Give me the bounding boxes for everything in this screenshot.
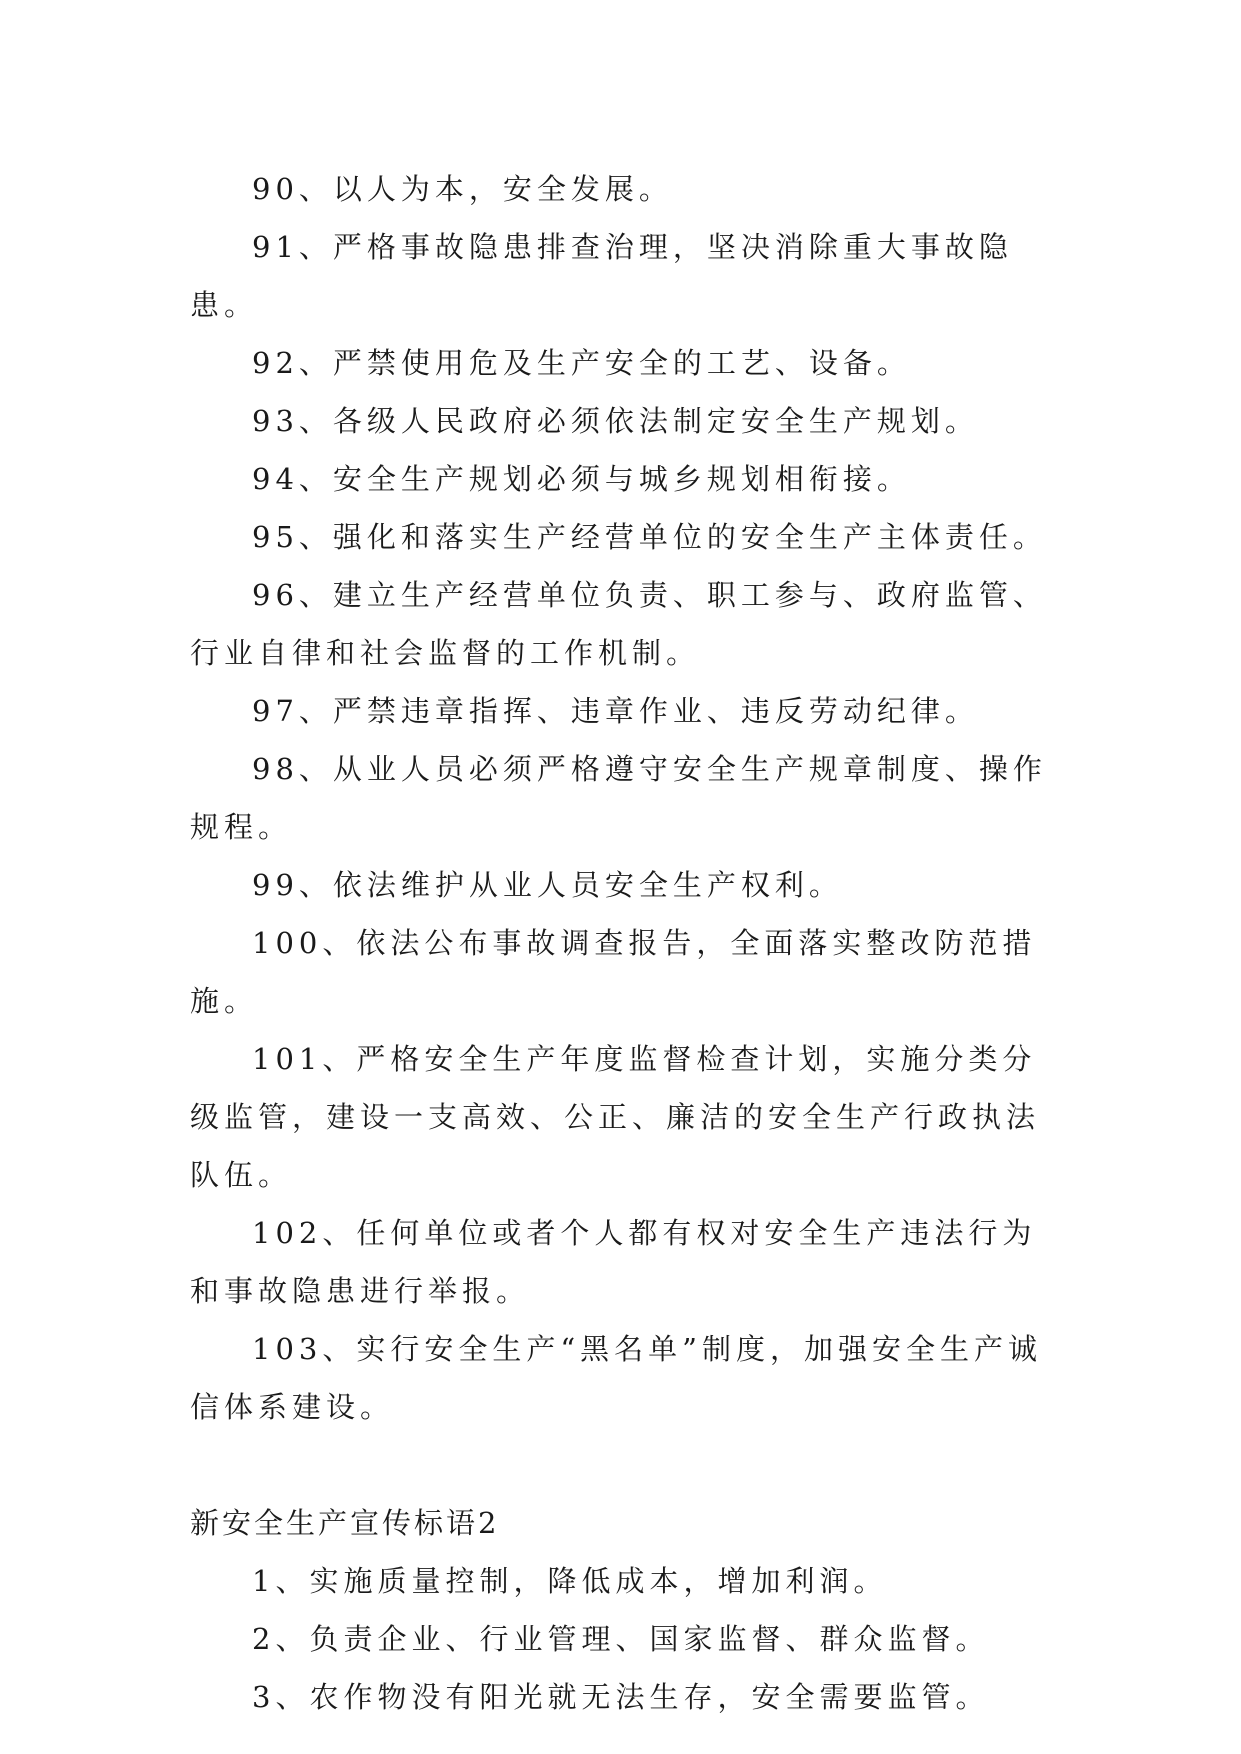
list-item: 102、任何单位或者个人都有权对安全生产违法行为和事故隐患进行举报。 [190, 1216, 1037, 1308]
list-item: 95、强化和落实生产经营单位的安全生产主体责任。 [252, 520, 1047, 554]
list-item: 101、严格安全生产年度监督检查计划，实施分类分级监管，建设一支高效、公正、廉洁的安全生产行政执法队伍。 [190, 1042, 1041, 1192]
list-item: 1、实施质量控制，降低成本，增加利润。 [252, 1564, 888, 1598]
list-item: 90、以人为本，安全发展。 [252, 172, 673, 206]
list-item: 92、严禁使用危及生产安全的工艺、设备。 [252, 346, 911, 380]
list-item: 96、建立生产经营单位负责、职工参与、政府监管、行业自律和社会监督的工作机制。 [190, 578, 1047, 670]
list-item: 94、安全生产规划必须与城乡规划相衔接。 [252, 462, 911, 496]
list-item: 103、实行安全生产“黑名单”制度，加强安全生产诚信体系建设。 [190, 1332, 1043, 1424]
list-item: 91、严格事故隐患排查治理，坚决消除重大事故隐患。 [190, 230, 1013, 322]
list-item: 100、依法公布事故调查报告，全面落实整改防范措施。 [190, 926, 1037, 1018]
list-item: 3、农作物没有阳光就无法生存，安全需要监管。 [252, 1680, 990, 1714]
list-item: 2、负责企业、行业管理、国家监督、群众监督。 [252, 1622, 990, 1656]
section-heading: 新安全生产宣传标语2 [190, 1506, 500, 1540]
list-item: 99、依法维护从业人员安全生产权利。 [252, 868, 843, 902]
list-item: 98、从业人员必须严格遵守安全生产规章制度、操作规程。 [190, 752, 1047, 844]
list-item: 97、严禁违章指挥、违章作业、违反劳动纪律。 [252, 694, 979, 728]
document-body [190, 160, 1070, 1726]
list-item: 93、各级人民政府必须依法制定安全生产规划。 [252, 404, 979, 438]
